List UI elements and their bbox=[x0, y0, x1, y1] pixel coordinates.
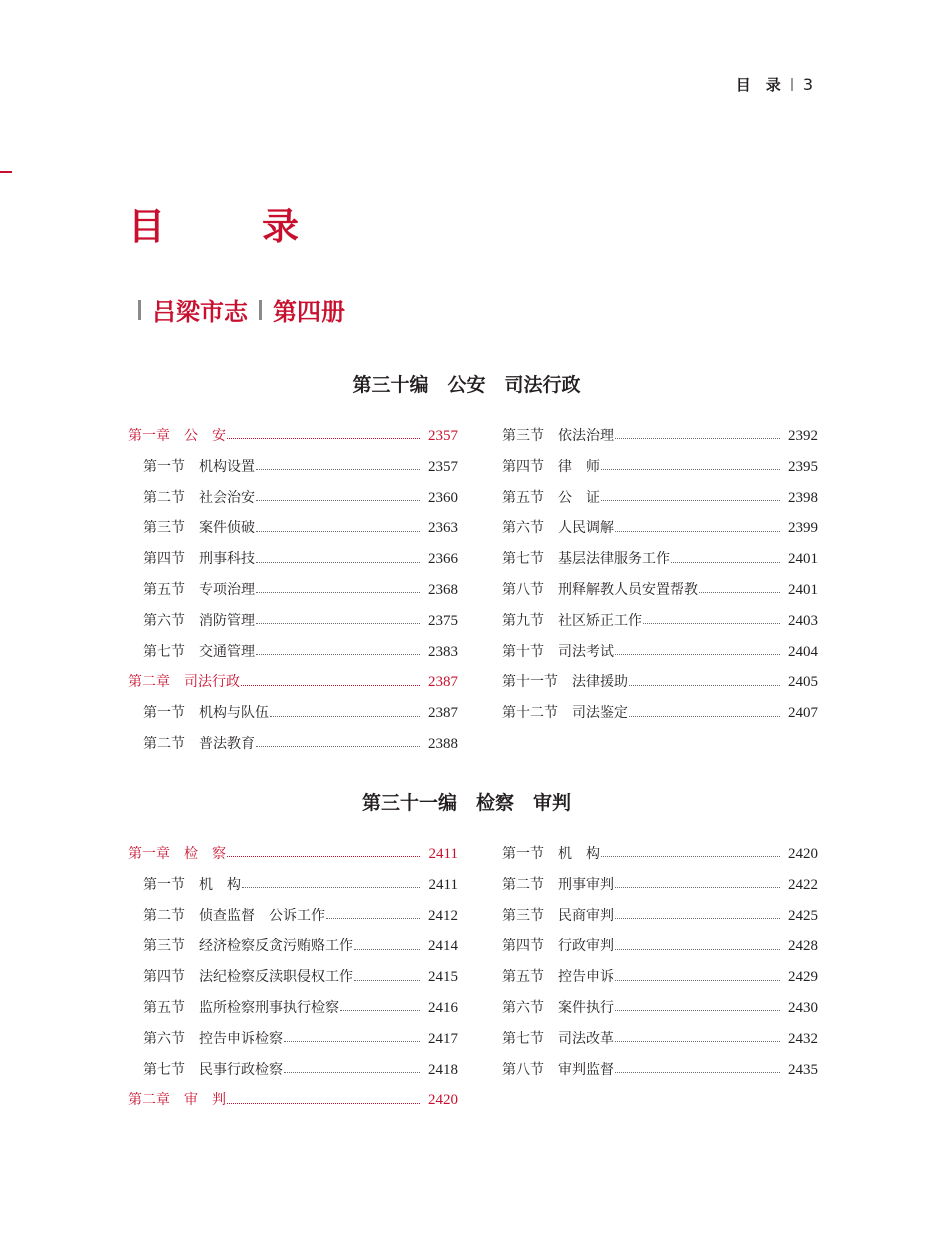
dot-leader bbox=[629, 684, 780, 686]
toc-section-entry[interactable] bbox=[128, 993, 458, 1024]
toc-entry-label: 第三节 民商审判 bbox=[502, 907, 614, 924]
toc-entry-page: 2401 bbox=[788, 581, 818, 598]
dot-leader bbox=[601, 499, 780, 501]
part-title: 第三十编 公安 司法行政 bbox=[352, 374, 581, 396]
dot-leader bbox=[326, 917, 420, 919]
running-header bbox=[736, 74, 813, 95]
toc-entry-page: 2398 bbox=[788, 489, 818, 506]
toc-entry-page: 2422 bbox=[788, 876, 818, 893]
dot-leader bbox=[227, 1102, 420, 1104]
toc-entry-label: 第三节 案件侦破 bbox=[143, 520, 255, 537]
toc-entry-page: 2432 bbox=[788, 1030, 818, 1047]
toc-entry-label: 第八节 审判监督 bbox=[502, 1061, 614, 1078]
toc-section-entry[interactable] bbox=[502, 606, 818, 637]
toc-entry-label: 第十节 司法考试 bbox=[502, 643, 614, 660]
volume-divider bbox=[259, 300, 262, 320]
book-name: 吕梁市志 bbox=[152, 298, 248, 326]
part-title: 第三十一编 检察 审判 bbox=[361, 792, 571, 814]
toc-entry-label: 第一节 机构与队伍 bbox=[143, 705, 269, 722]
toc-entry-page: 2428 bbox=[788, 938, 818, 955]
dot-leader bbox=[615, 948, 780, 950]
dot-leader bbox=[615, 437, 780, 439]
toc-section-entry[interactable] bbox=[502, 870, 818, 901]
toc-entry-label: 第五节 专项治理 bbox=[143, 581, 255, 598]
toc-entry-label: 第四节 刑事科技 bbox=[143, 551, 255, 568]
toc-entry-label: 第五节 公 证 bbox=[502, 489, 600, 506]
toc-entry-label: 第二章 司法行政 bbox=[128, 674, 240, 691]
toc-entry-page: 2357 bbox=[428, 428, 458, 444]
toc-entry-page: 2411 bbox=[428, 846, 458, 862]
dot-leader bbox=[256, 499, 420, 501]
dot-leader bbox=[256, 468, 420, 470]
toc-entry-page: 2425 bbox=[788, 907, 818, 924]
toc-entry-label: 第八节 刑释解教人员安置帮教 bbox=[502, 581, 698, 598]
toc-entry-label: 第七节 民事行政检察 bbox=[143, 1061, 283, 1078]
dot-leader bbox=[256, 530, 420, 532]
dot-leader bbox=[601, 468, 780, 470]
toc-entry-label: 第二节 普法教育 bbox=[143, 735, 255, 752]
running-header-title: 目 录 bbox=[735, 76, 781, 94]
toc-entry-page: 2401 bbox=[788, 551, 818, 568]
toc-entry-page: 2414 bbox=[428, 938, 458, 955]
dot-leader bbox=[242, 886, 420, 888]
toc-column-right bbox=[502, 839, 818, 1085]
header-divider bbox=[791, 78, 793, 91]
toc-entry-page: 2418 bbox=[428, 1061, 458, 1078]
toc-entry-label: 第四节 法纪检察反渎职侵权工作 bbox=[143, 969, 353, 986]
toc-section-entry[interactable] bbox=[128, 513, 458, 544]
toc-section-entry[interactable] bbox=[128, 452, 458, 483]
toc-entry-page: 2360 bbox=[428, 489, 458, 506]
dot-leader bbox=[671, 561, 780, 563]
toc-entry-label: 第七节 司法改革 bbox=[502, 1030, 614, 1047]
toc-entry-label: 第六节 人民调解 bbox=[502, 520, 614, 537]
dot-leader bbox=[227, 437, 420, 439]
toc-entry-page: 2387 bbox=[428, 705, 458, 722]
toc-entry-page: 2429 bbox=[788, 969, 818, 986]
toc-entry-page: 2435 bbox=[788, 1061, 818, 1078]
dot-leader bbox=[615, 886, 780, 888]
page-number: 3 bbox=[802, 75, 813, 94]
toc-entry-label: 第六节 消防管理 bbox=[143, 612, 255, 629]
toc-section-entry[interactable] bbox=[128, 606, 458, 637]
toc-entry-page: 2403 bbox=[788, 612, 818, 629]
dot-leader bbox=[354, 948, 420, 950]
edge-mark bbox=[0, 171, 12, 173]
toc-section-entry[interactable] bbox=[502, 901, 818, 932]
toc-section-entry[interactable] bbox=[128, 1024, 458, 1055]
dot-leader bbox=[256, 653, 420, 655]
toc-column-right bbox=[502, 421, 818, 729]
toc-section-entry[interactable] bbox=[502, 513, 818, 544]
toc-section-entry[interactable] bbox=[502, 1024, 818, 1055]
toc-entry-label: 第十一节 法律援助 bbox=[502, 674, 628, 691]
toc-section-entry[interactable] bbox=[502, 667, 818, 698]
toc-entry-label: 第一章 公 安 bbox=[128, 428, 226, 444]
toc-entry-label: 第三节 经济检察反贪污贿赂工作 bbox=[143, 938, 353, 955]
toc-entry-page: 2405 bbox=[788, 674, 818, 691]
toc-entry-page: 2399 bbox=[788, 520, 818, 537]
toc-chapter-entry[interactable] bbox=[128, 667, 458, 698]
toc-section-entry[interactable] bbox=[502, 962, 818, 993]
toc-section-entry[interactable] bbox=[502, 698, 818, 729]
toc-section-entry[interactable] bbox=[128, 637, 458, 668]
toc-entry-label: 第五节 控告申诉 bbox=[502, 969, 614, 986]
dot-leader bbox=[699, 591, 780, 593]
toc-entry-page: 2392 bbox=[788, 428, 818, 444]
toc-section-entry[interactable] bbox=[502, 452, 818, 483]
toc-section-entry[interactable] bbox=[502, 1055, 818, 1086]
dot-leader bbox=[615, 1040, 780, 1042]
toc-entry-page: 2395 bbox=[788, 458, 818, 475]
toc-entry-label: 第十二节 司法鉴定 bbox=[502, 705, 628, 722]
dot-leader bbox=[615, 530, 780, 532]
toc-entry-page: 2388 bbox=[428, 735, 458, 752]
toc-column-left bbox=[128, 839, 458, 1116]
toc-entry-label: 第二节 侦查监督 公诉工作 bbox=[143, 907, 325, 924]
dot-leader bbox=[615, 917, 780, 919]
dot-leader bbox=[256, 622, 420, 624]
volume-heading bbox=[138, 292, 345, 327]
toc-section-entry[interactable] bbox=[502, 931, 818, 962]
toc-entry-label: 第五节 监所检察刑事执行检察 bbox=[143, 999, 339, 1016]
dot-leader bbox=[256, 591, 420, 593]
toc-entry-label: 第一节 机 构 bbox=[143, 876, 241, 893]
toc-entry-page: 2417 bbox=[428, 1030, 458, 1047]
toc-section-entry[interactable] bbox=[128, 698, 458, 729]
volume-divider bbox=[138, 300, 141, 320]
toc-entry-label: 第一节 机构设置 bbox=[143, 458, 255, 475]
toc-entry-label: 第四节 律 师 bbox=[502, 458, 600, 475]
toc-section-entry[interactable] bbox=[128, 962, 458, 993]
toc-entry-page: 2404 bbox=[788, 643, 818, 660]
toc-section-entry[interactable] bbox=[502, 993, 818, 1024]
dot-leader bbox=[601, 855, 780, 857]
dot-leader bbox=[227, 855, 420, 857]
dot-leader bbox=[615, 979, 780, 981]
dot-leader bbox=[241, 684, 420, 686]
toc-entry-page: 2420 bbox=[788, 846, 818, 862]
page-title: 目 录 bbox=[128, 204, 329, 248]
toc-entry-label: 第一章 检 察 bbox=[128, 846, 226, 862]
toc-entry-page: 2415 bbox=[428, 969, 458, 986]
toc-entry-page: 2366 bbox=[428, 551, 458, 568]
toc-section-entry[interactable] bbox=[502, 637, 818, 668]
toc-entry-label: 第二节 刑事审判 bbox=[502, 876, 614, 893]
toc-entry-page: 2357 bbox=[428, 458, 458, 475]
toc-entry-page: 2411 bbox=[428, 876, 458, 893]
toc-entry-page: 2383 bbox=[428, 643, 458, 660]
toc-chapter-entry[interactable] bbox=[128, 1085, 458, 1116]
dot-leader bbox=[615, 1071, 780, 1073]
toc-entry-label: 第四节 行政审判 bbox=[502, 938, 614, 955]
toc-entry-label: 第七节 交通管理 bbox=[143, 643, 255, 660]
toc-entry-label: 第九节 社区矫正工作 bbox=[502, 612, 642, 629]
toc-section-entry[interactable] bbox=[502, 839, 818, 870]
toc-entry-page: 2412 bbox=[428, 907, 458, 924]
toc-entry-page: 2420 bbox=[428, 1092, 458, 1109]
toc-section-entry[interactable] bbox=[128, 870, 458, 901]
dot-leader bbox=[354, 979, 420, 981]
volume-name: 第四册 bbox=[273, 298, 345, 326]
toc-section-entry[interactable] bbox=[502, 575, 818, 606]
dot-leader bbox=[284, 1040, 420, 1042]
dot-leader bbox=[643, 622, 780, 624]
toc-section-entry[interactable] bbox=[128, 544, 458, 575]
toc-entry-label: 第六节 案件执行 bbox=[502, 999, 614, 1016]
dot-leader bbox=[629, 715, 780, 717]
toc-section-entry[interactable] bbox=[128, 901, 458, 932]
dot-leader bbox=[256, 561, 420, 563]
toc-entry-page: 2430 bbox=[788, 999, 818, 1016]
toc-section-entry[interactable] bbox=[502, 544, 818, 575]
toc-section-entry[interactable] bbox=[128, 483, 458, 514]
toc-entry-page: 2407 bbox=[788, 705, 818, 722]
toc-section-entry[interactable] bbox=[128, 931, 458, 962]
dot-leader bbox=[284, 1071, 420, 1073]
toc-section-entry[interactable] bbox=[128, 729, 458, 760]
toc-entry-page: 2375 bbox=[428, 612, 458, 629]
toc-entry-label: 第一节 机 构 bbox=[502, 846, 600, 862]
toc-entry-label: 第二节 社会治安 bbox=[143, 489, 255, 506]
toc-entry-page: 2368 bbox=[428, 581, 458, 598]
dot-leader bbox=[270, 715, 420, 717]
toc-entry-label: 第二章 审 判 bbox=[128, 1092, 226, 1109]
toc-chapter-entry[interactable] bbox=[128, 839, 458, 870]
toc-section-entry[interactable] bbox=[128, 1055, 458, 1086]
toc-entry-label: 第七节 基层法律服务工作 bbox=[502, 551, 670, 568]
toc-section-entry[interactable] bbox=[128, 575, 458, 606]
dot-leader bbox=[256, 745, 420, 747]
dot-leader bbox=[340, 1009, 420, 1011]
toc-section-entry[interactable] bbox=[502, 483, 818, 514]
toc-section-entry[interactable] bbox=[502, 421, 818, 452]
toc-entry-label: 第六节 控告申诉检察 bbox=[143, 1030, 283, 1047]
toc-column-left bbox=[128, 421, 458, 760]
toc-entry-page: 2387 bbox=[428, 674, 458, 691]
toc-entry-label: 第三节 依法治理 bbox=[502, 428, 614, 444]
toc-entry-page: 2416 bbox=[428, 999, 458, 1016]
dot-leader bbox=[615, 1009, 780, 1011]
dot-leader bbox=[615, 653, 780, 655]
toc-entry-page: 2363 bbox=[428, 520, 458, 537]
toc-chapter-entry[interactable] bbox=[128, 421, 458, 452]
